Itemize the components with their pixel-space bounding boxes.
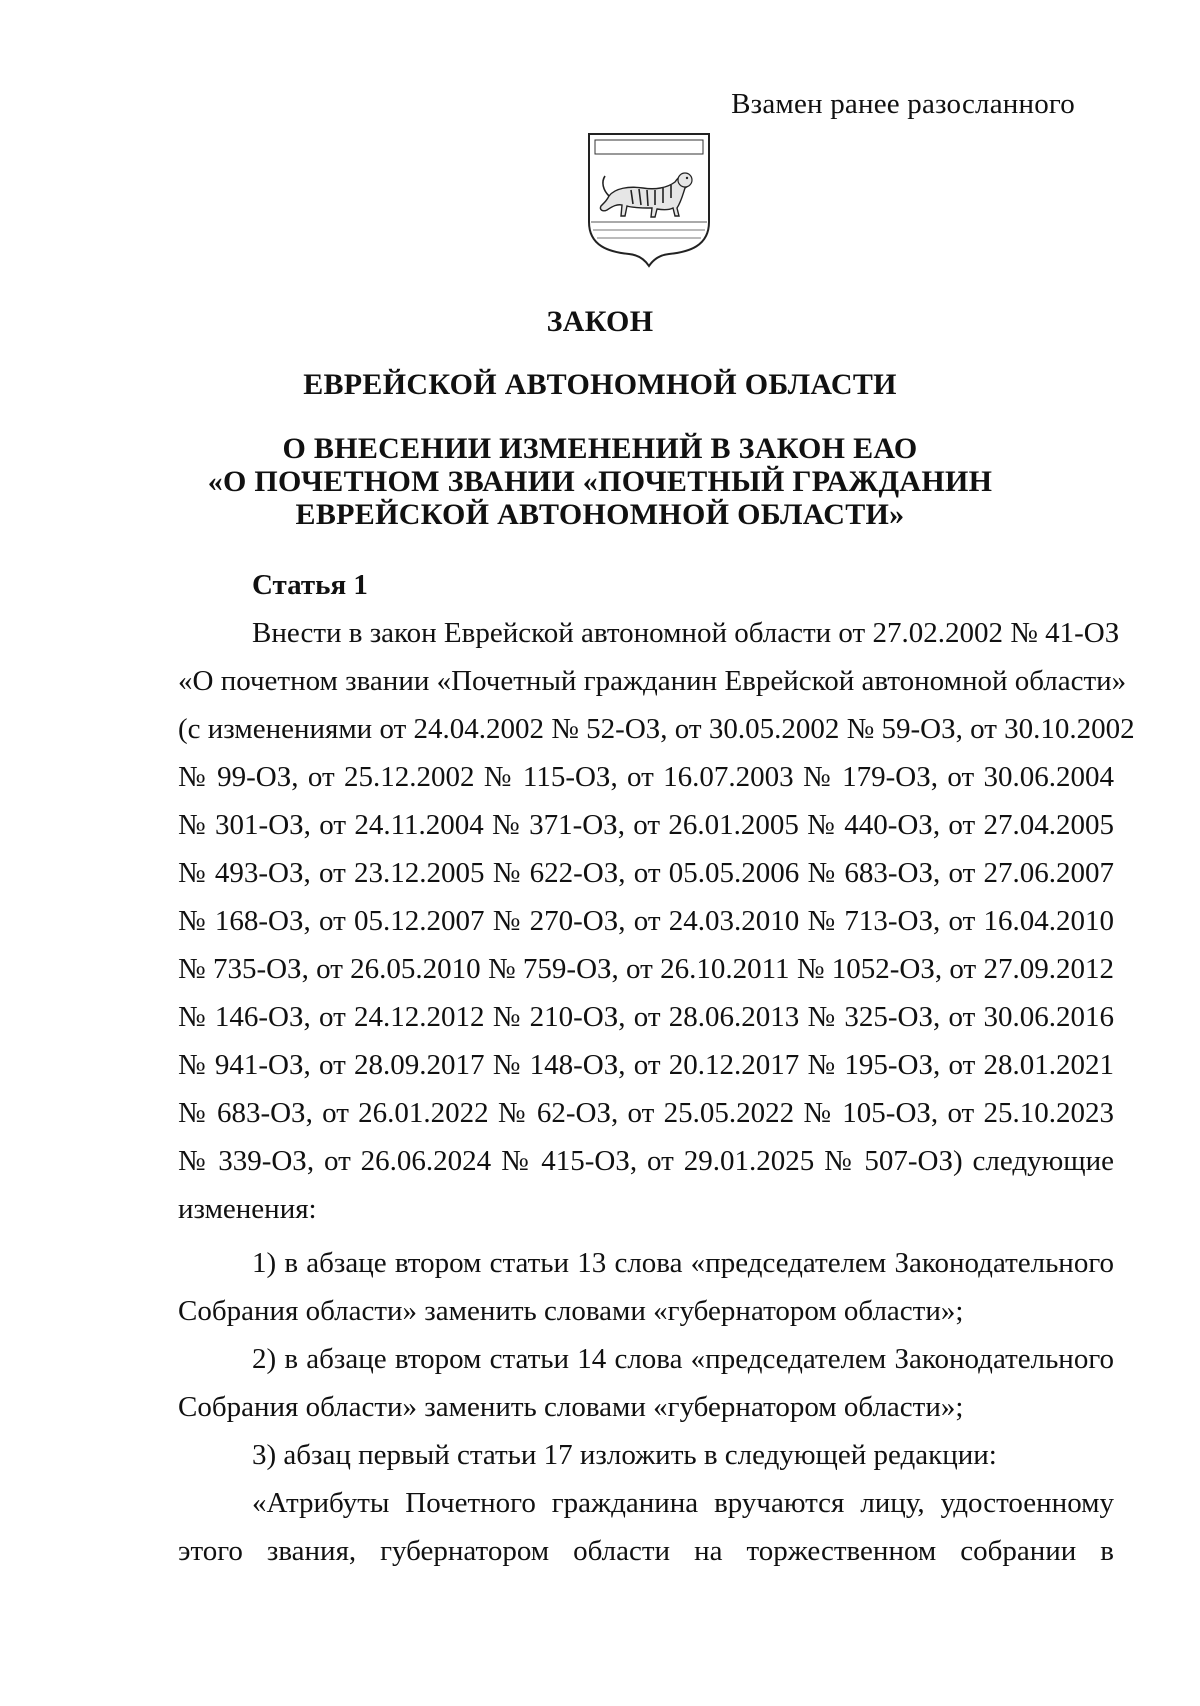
replace-note: Взамен ранее разосланного — [731, 88, 1075, 120]
paragraph-line: № 301-ОЗ, от 24.11.2004 № 371-ОЗ, от 26.01.2005 № 440-ОЗ, от 27.04.2005 — [178, 809, 1114, 841]
item-2-line: 2) в абзаце втором статьи 14 слова «председателем Законодательного — [252, 1343, 1114, 1375]
paragraph-line: № 99-ОЗ, от 25.12.2002 № 115-ОЗ, от 16.07.2003 № 179-ОЗ, от 30.06.2004 — [178, 761, 1114, 793]
paragraph-line: № 168-ОЗ, от 05.12.2007 № 270-ОЗ, от 24.03.2010 № 713-ОЗ, от 16.04.2010 — [178, 905, 1114, 937]
law-title: ЗАКОН — [546, 305, 654, 338]
paragraph-line: № 493-ОЗ, от 23.12.2005 № 622-ОЗ, от 05.05.2006 № 683-ОЗ, от 27.06.2007 — [178, 857, 1114, 889]
subject-line: О ВНЕСЕНИИ ИЗМЕНЕНИЙ В ЗАКОН ЕАО — [282, 432, 918, 465]
coat-of-arms-tiger-icon — [585, 130, 713, 270]
paragraph-line: № 941-ОЗ, от 28.09.2017 № 148-ОЗ, от 20.12.2017 № 195-ОЗ, от 28.01.2021 — [178, 1049, 1114, 1081]
quote-line: «Атрибуты Почетного гражданина вручаются лицу, удостоенному — [252, 1487, 1114, 1519]
article-heading: Статья 1 — [252, 569, 368, 601]
paragraph-line: «О почетном звании «Почетный гражданин Еврейской автономной области» — [178, 665, 1127, 697]
paragraph-line: № 339-ОЗ, от 26.06.2024 № 415-ОЗ, от 29.01.2025 № 507-ОЗ) следующие — [178, 1145, 1114, 1177]
paragraph-line: № 735-ОЗ, от 26.05.2010 № 759-ОЗ, от 26.10.2011 № 1052-ОЗ, от 27.09.2012 — [178, 953, 1114, 985]
article-items — [178, 1239, 1114, 1575]
item-3-line: 3) абзац первый статьи 17 изложить в следующей редакции: — [252, 1439, 997, 1471]
paragraph-line: изменения: — [178, 1193, 317, 1225]
article-paragraph — [178, 609, 1135, 1233]
subject-line: ЕВРЕЙСКОЙ АВТОНОМНОЙ ОБЛАСТИ» — [295, 498, 905, 531]
paragraph-line: № 146-ОЗ, от 24.12.2012 № 210-ОЗ, от 28.06.2013 № 325-ОЗ, от 30.06.2016 — [178, 1001, 1114, 1033]
item-1-line: Собрания области» заменить словами «губернатором области»; — [178, 1295, 964, 1327]
item-1-line: 1) в абзаце втором статьи 13 слова «председателем Законодательного — [252, 1247, 1114, 1279]
item-2-line: Собрания области» заменить словами «губернатором области»; — [178, 1391, 964, 1423]
subject-line: «О ПОЧЕТНОМ ЗВАНИИ «ПОЧЕТНЫЙ ГРАЖДАНИН — [207, 465, 993, 498]
paragraph-line: № 683-ОЗ, от 26.01.2022 № 62-ОЗ, от 25.05.2022 № 105-ОЗ, от 25.10.2023 — [178, 1097, 1114, 1129]
paragraph-line: Внести в закон Еврейской автономной области от 27.02.2002 № 41-ОЗ — [252, 617, 1120, 649]
law-subject — [0, 432, 1200, 531]
quote-line: этого звания, губернатором области на торжественном собрании в — [178, 1535, 1114, 1567]
paragraph-line: (с изменениями от 24.04.2002 № 52-ОЗ, от 30.05.2002 № 59-ОЗ, от 30.10.2002 — [178, 713, 1135, 745]
region-title: ЕВРЕЙСКОЙ АВТОНОМНОЙ ОБЛАСТИ — [303, 368, 897, 401]
